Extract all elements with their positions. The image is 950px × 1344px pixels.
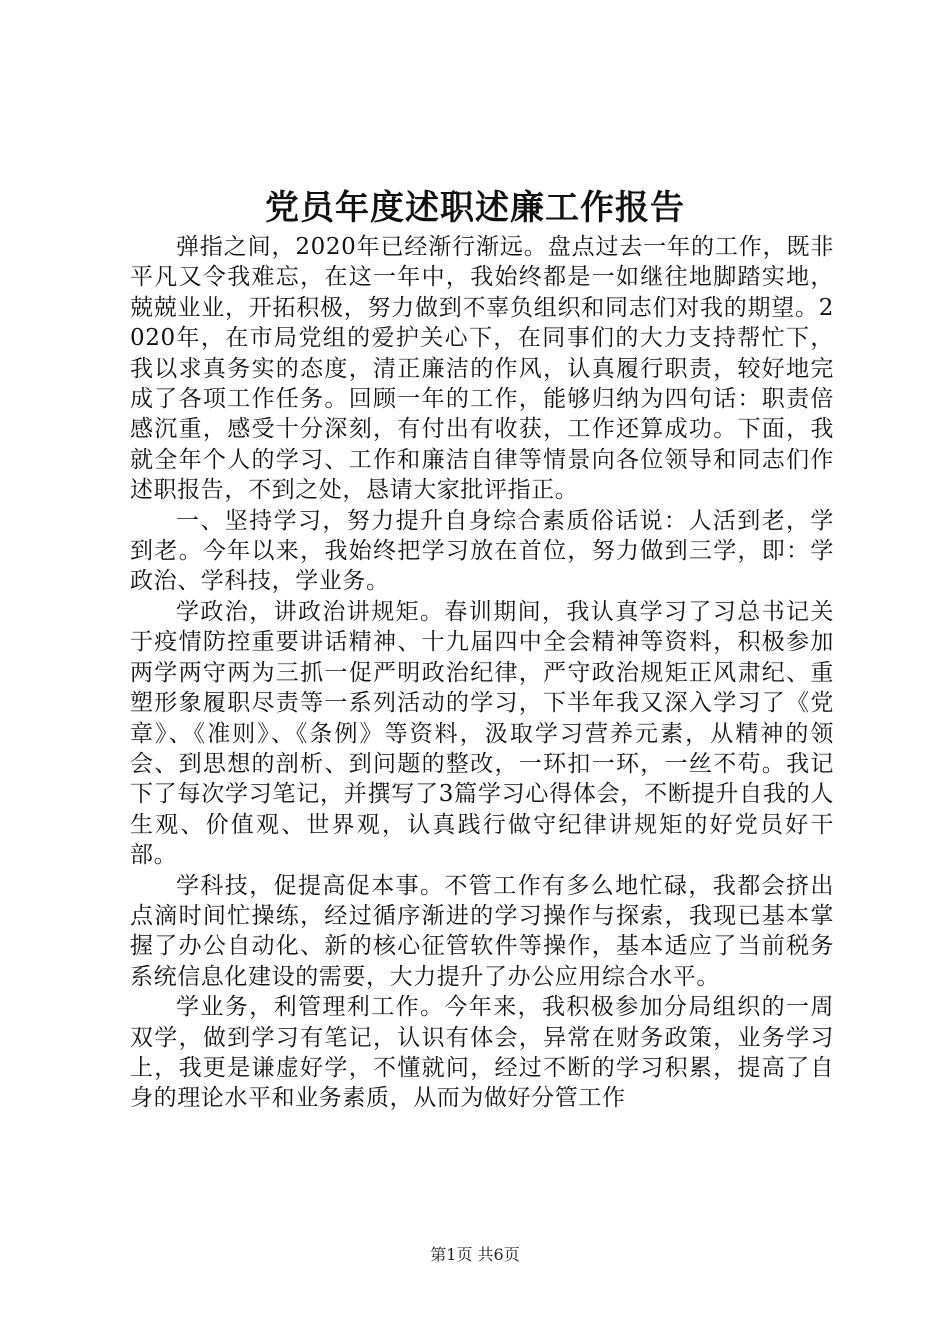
paragraph-study-business: 学业务，利管理利工作。今年来，我积极参加分局组织的一周双学，做到学习有笔记，认识有体会，异常在财务政策，业务学习上，我更是谦虚好学，不懂就问，经过不断的学习积累，提高了自身的理论水平和业务素质，从而为做好分管工作 xyxy=(130,994,834,1112)
paragraph-study-technology: 学科技，促提高促本事。不管工作有多么地忙碌，我都会挤出点滴时间忙操练，经过循序渐进的学习操作与探索，我现已基本掌握了办公自动化、新的核心征管软件等操作，基本适应了当前税务系统信息化建设的需要，大力提升了办公应用综合水平。 xyxy=(130,872,834,990)
paragraph-intro: 弹指之间，2020年已经渐行渐远。盘点过去一年的工作，既非平凡又令我难忘，在这一年中，我始终都是一如继往地脚踏实地，兢兢业业，开拓积极，努力做到不辜负组织和同志们对我的期望。2020年，在市局党组的爱护关心下，在同事们的大力支持帮忙下，我以求真务实的态度，清正廉洁的作风，认真履行职责，较好地完成了各项工作任务。回顾一年的工作，能够归纳为四句话：职责倍感沉重，感受十分深刻，有付出有收获，工作还算成功。下面，我就全年个人的学习、工作和廉洁自律等情景向各位领导和同志们作述职报告，不到之处，恳请大家批评指正。 xyxy=(130,234,834,504)
paragraph-section-one: 一、坚持学习，努力提升自身综合素质俗话说：人活到老，学到老。今年以来，我始终把学习放在首位，努力做到三学，即：学政治、学科技，学业务。 xyxy=(130,507,834,595)
page-number-footer: 第1页 共6页 xyxy=(430,1245,520,1264)
document-title: 党员年度述职述廉工作报告 xyxy=(265,188,685,228)
document-body xyxy=(130,232,834,1114)
paragraph-study-politics: 学政治，讲政治讲规矩。春训期间，我认真学习了习总书记关于疫情防控重要讲话精神、十九届四中全会精神等资料，积极参加两学两守两为三抓一促严明政治纪律，严守政治规矩正风肃纪、重塑形象履职尽责等一系列活动的学习，下半年我又深入学习了《党章》、《准则》、《条例》等资料，汲取学习营养元素，从精神的领会、到思想的剖析、到问题的整改，一环扣一环，一丝不苟。我记下了每次学习笔记，并撰写了3篇学习心得体会，不断提升自我的人生观、价值观、世界观，认真践行做守纪律讲规矩的好党员好干部。 xyxy=(130,598,834,869)
